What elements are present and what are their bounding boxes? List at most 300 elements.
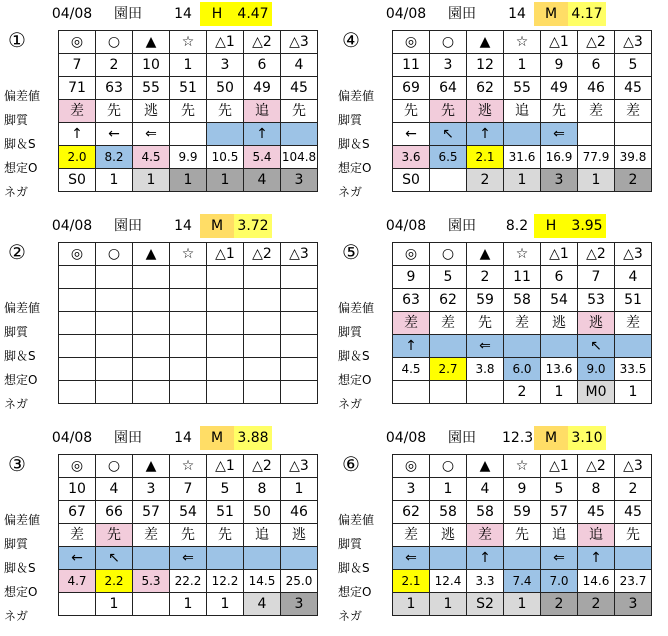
race-panel [334,212,668,424]
row-label: 脚＆S [4,137,36,151]
deviation-cell: 53 [578,289,615,312]
table-row [393,146,652,169]
expected-odds-cell: 3.3 [467,570,504,593]
deviation-cell: 45 [615,77,652,100]
pace-arrow-cell [615,335,652,358]
running-style-cell: 逃 [578,312,615,335]
horse-number-cell [207,266,244,289]
negative-cell [96,381,133,404]
table-row [59,501,318,524]
horse-number-cell: 8 [578,478,615,501]
horse-number-cell: 5 [430,266,467,289]
table-row [59,54,318,77]
row-label: 脚＆S [4,349,36,363]
table-row [393,169,652,192]
table-row [59,455,318,478]
running-style-cell: 逃 [430,524,467,547]
negative-cell: 1 [207,593,244,616]
horse-number-cell: 4 [281,54,318,77]
horse-number-cell: 4 [96,478,133,501]
negative-cell: 1 [504,169,541,192]
deviation-cell: 51 [615,289,652,312]
row-label: 想定O [4,161,38,175]
horse-number-cell: 2 [96,54,133,77]
running-style-cell: 先 [207,100,244,123]
running-style-cell: 先 [615,524,652,547]
table-row [393,501,652,524]
negative-cell: 2 [578,593,615,616]
race-date: 04/08 [51,6,93,22]
pace-arrow-cell [133,335,170,358]
grade-badge: M [200,214,234,238]
table-row [59,335,318,358]
row-label: 偏差値 [4,513,41,527]
field-number: 14 [508,6,526,22]
horse-table [58,242,318,404]
negative-cell: 2 [467,169,504,192]
row-label: 偏差値 [338,513,375,527]
row-label: ネガ [338,609,363,623]
pace-arrow-cell [207,123,244,146]
table-row [393,77,652,100]
grade-badge: M [534,426,568,450]
horse-number-cell [59,266,96,289]
pace-arrow-cell [578,123,615,146]
expected-odds-cell: 4.5 [133,146,170,169]
expected-odds-cell: 3.8 [467,358,504,381]
expected-odds-cell [170,358,207,381]
deviation-cell: 69 [393,77,430,100]
table-row [59,77,318,100]
pace-arrow-cell: ↖ [430,123,467,146]
row-label: ネガ [338,397,363,411]
expected-odds-cell [281,358,318,381]
horse-number-cell: 10 [133,54,170,77]
horse-number-cell: 5 [615,54,652,77]
row-label: ネガ [338,185,363,199]
expected-odds-cell: 8.2 [96,146,133,169]
row-label: 偏差値 [338,301,375,315]
running-style-cell: 追 [244,100,281,123]
negative-cell: 1 [615,381,652,404]
race-panel [0,0,334,212]
running-style-cell [207,312,244,335]
deviation-cell: 62 [430,289,467,312]
running-style-cell: 追 [541,524,578,547]
horse-number-cell: 3 [133,478,170,501]
horse-number-cell: 12 [467,54,504,77]
pace-arrow-cell: ⇐ [541,123,578,146]
horse-number-cell [281,266,318,289]
grade-badge: M [534,2,568,26]
expected-odds-cell: 5.3 [133,570,170,593]
expected-odds-cell: 6.5 [430,146,467,169]
horse-number-cell: 3 [430,54,467,77]
pace-arrow-cell: ← [393,123,430,146]
pace-arrow-cell: ⇐ [467,335,504,358]
row-label: 想定O [338,373,372,387]
mark-cell: △1 [207,243,244,266]
mark-cell: △1 [541,455,578,478]
deviation-cell: 59 [504,501,541,524]
running-style-cell: 差 [393,524,430,547]
panel-header [334,214,668,238]
expected-odds-cell: 33.5 [615,358,652,381]
deviation-cell: 59 [467,289,504,312]
mark-cell: ◎ [59,243,96,266]
expected-odds-cell: 2.1 [393,570,430,593]
mark-cell: △1 [207,31,244,54]
mark-cell: ◎ [393,455,430,478]
deviation-cell: 63 [96,77,133,100]
horse-number-cell: 3 [393,478,430,501]
table-row [59,100,318,123]
horse-number-cell: 8 [244,478,281,501]
venue-name: 園田 [448,218,476,234]
pace-arrow-cell [281,123,318,146]
table-row [59,570,318,593]
mark-cell: ☆ [504,31,541,54]
venue-name: 園田 [448,430,476,446]
mark-cell: △2 [244,455,281,478]
deviation-cell: 58 [467,501,504,524]
expected-odds-cell: 4.5 [393,358,430,381]
table-row [59,146,318,169]
deviation-cell: 66 [96,501,133,524]
row-label: 脚質 [338,537,363,551]
running-style-cell: 逃 [281,524,318,547]
horse-number-cell: 1 [430,478,467,501]
pace-arrow-cell: ⇐ [541,547,578,570]
table-row [393,381,652,404]
deviation-cell: 46 [578,77,615,100]
row-label: 偏差値 [338,89,375,103]
pace-arrow-cell [281,335,318,358]
mark-cell: ☆ [504,455,541,478]
horse-number-cell: 7 [59,54,96,77]
running-style-cell: 差 [615,100,652,123]
mark-cell: ☆ [170,31,207,54]
table-row [393,312,652,335]
horse-number-cell: 1 [504,54,541,77]
pace-arrow-cell: ← [59,547,96,570]
expected-odds-cell: 12.4 [430,570,467,593]
horse-number-cell: 7 [578,266,615,289]
race-number: ④ [342,28,360,52]
pace-arrow-cell [170,123,207,146]
venue-name: 園田 [114,218,142,234]
row-label: 脚質 [4,113,29,127]
deviation-cell: 62 [467,77,504,100]
venue-name: 園田 [114,430,142,446]
expected-odds-cell: 2.0 [59,146,96,169]
horse-number-cell: 11 [393,54,430,77]
panel-header [334,426,668,450]
mark-cell: △2 [578,243,615,266]
mark-cell: ☆ [170,455,207,478]
pace-arrow-cell: ⇐ [393,547,430,570]
pace-arrow-cell [207,547,244,570]
table-row [59,169,318,192]
negative-cell: 2 [504,381,541,404]
field-number: 8.2 [505,218,529,234]
horse-number-cell: 9 [541,54,578,77]
horse-number-cell: 5 [207,478,244,501]
expected-odds-cell: 22.2 [170,570,207,593]
deviation-cell: 67 [59,501,96,524]
running-style-cell: 追 [244,524,281,547]
table-row [59,381,318,404]
negative-cell: 1 [96,169,133,192]
race-date: 04/08 [385,430,427,446]
running-style-cell: 先 [467,312,504,335]
race-number: ③ [8,452,26,476]
grade-badge: H [534,214,568,238]
negative-cell: 1 [393,593,430,616]
score-value: 4.47 [234,2,272,26]
negative-cell: 4 [244,169,281,192]
deviation-cell: 62 [393,501,430,524]
deviation-cell: 46 [281,501,318,524]
mark-cell: ○ [96,31,133,54]
horse-number-cell: 2 [615,478,652,501]
running-style-cell: 差 [578,100,615,123]
row-label: 脚＆S [338,349,370,363]
horse-number-cell: 7 [170,478,207,501]
row-label: 脚＆S [4,561,36,575]
pace-arrow-cell [615,547,652,570]
table-row [59,358,318,381]
pace-arrow-cell [170,335,207,358]
expected-odds-cell: 31.6 [504,146,541,169]
running-style-cell [281,312,318,335]
negative-cell [59,381,96,404]
score-value: 3.88 [234,426,272,450]
negative-cell: 1 [133,169,170,192]
table-row [393,478,652,501]
mark-cell: ☆ [170,243,207,266]
expected-odds-cell: 2.1 [467,146,504,169]
negative-cell [244,381,281,404]
table-row [393,358,652,381]
negative-cell [133,381,170,404]
table-row [393,54,652,77]
table-row [393,335,652,358]
row-label: 脚質 [4,537,29,551]
row-label: ネガ [4,397,29,411]
pace-arrow-cell: ↑ [467,547,504,570]
expected-odds-cell: 39.8 [615,146,652,169]
mark-cell: ◎ [59,455,96,478]
field-number: 12.3 [502,430,534,446]
expected-odds-cell: 16.9 [541,146,578,169]
table-row [59,547,318,570]
horse-number-cell: 1 [281,478,318,501]
row-label: 脚＆S [338,561,370,575]
mark-cell: ◎ [393,243,430,266]
expected-odds-cell: 12.2 [207,570,244,593]
negative-cell: S0 [59,169,96,192]
field-number: 14 [174,218,192,234]
horse-number-cell: 5 [541,478,578,501]
negative-cell [281,381,318,404]
negative-cell: S2 [467,593,504,616]
running-style-cell: 先 [170,100,207,123]
race-number: ① [8,28,26,52]
pace-arrow-cell: ⇐ [170,547,207,570]
mark-cell: △1 [541,31,578,54]
expected-odds-cell: 7.4 [504,570,541,593]
row-label: 脚質 [338,325,363,339]
negative-cell: 1 [170,593,207,616]
negative-cell: 1 [578,169,615,192]
expected-odds-cell: 9.9 [170,146,207,169]
table-row [393,570,652,593]
mark-cell: △2 [578,31,615,54]
negative-cell: 3 [541,169,578,192]
expected-odds-cell: 6.0 [504,358,541,381]
mark-cell: ▲ [467,455,504,478]
mark-cell: ○ [430,31,467,54]
expected-odds-cell [96,358,133,381]
pace-arrow-cell: ↑ [578,547,615,570]
panel-header [0,426,334,450]
row-label: 想定O [338,161,372,175]
running-style-cell: 追 [578,524,615,547]
table-row [59,123,318,146]
expected-odds-cell: 3.6 [393,146,430,169]
pace-arrow-cell [504,547,541,570]
horse-number-cell: 6 [541,266,578,289]
deviation-cell: 49 [244,77,281,100]
deviation-cell: 54 [170,501,207,524]
deviation-cell: 63 [393,289,430,312]
deviation-cell: 51 [207,501,244,524]
negative-cell: 1 [504,593,541,616]
running-style-cell: 先 [393,100,430,123]
horse-table [58,30,318,192]
negative-cell: S0 [393,169,430,192]
horse-number-cell: 11 [504,266,541,289]
deviation-cell [59,289,96,312]
score-value: 3.72 [234,214,272,238]
running-style-cell: 差 [59,100,96,123]
row-label: 脚質 [338,113,363,127]
expected-odds-cell: 14.6 [578,570,615,593]
mark-cell: ▲ [467,243,504,266]
pace-arrow-cell: ↑ [393,335,430,358]
expected-odds-cell: 25.0 [281,570,318,593]
deviation-cell: 45 [578,501,615,524]
expected-odds-cell: 7.0 [541,570,578,593]
mark-cell: △2 [244,31,281,54]
table-row [59,312,318,335]
mark-cell: △3 [281,31,318,54]
running-style-cell: 逃 [467,100,504,123]
expected-odds-cell [59,358,96,381]
negative-cell: 2 [615,169,652,192]
running-style-cell: 先 [207,524,244,547]
mark-cell: ○ [96,243,133,266]
negative-cell [133,593,170,616]
race-number: ② [8,240,26,264]
negative-cell: 3 [615,593,652,616]
negative-cell: 1 [96,593,133,616]
pace-arrow-cell [430,335,467,358]
horse-number-cell: 9 [504,478,541,501]
running-style-cell: 先 [96,100,133,123]
expected-odds-cell [244,358,281,381]
negative-cell [393,381,430,404]
mark-cell: △3 [615,455,652,478]
mark-cell: △2 [578,455,615,478]
table-row [393,100,652,123]
table-row [59,289,318,312]
pace-arrow-cell: ↑ [59,123,96,146]
expected-odds-cell: 4.7 [59,570,96,593]
running-style-cell: 先 [430,100,467,123]
horse-table [58,454,318,616]
pace-arrow-cell [244,547,281,570]
horse-number-cell [96,266,133,289]
running-style-cell: 先 [504,524,541,547]
expected-odds-cell: 13.6 [541,358,578,381]
deviation-cell: 45 [281,77,318,100]
score-value: 3.10 [568,426,606,450]
pace-arrow-cell [244,335,281,358]
deviation-cell: 57 [133,501,170,524]
horse-number-cell [244,266,281,289]
running-style-cell: 差 [133,524,170,547]
mark-cell: ○ [430,243,467,266]
grade-badge: H [200,2,234,26]
negative-cell [430,381,467,404]
table-row [393,524,652,547]
deviation-cell: 50 [207,77,244,100]
row-label: 偏差値 [4,301,41,315]
running-style-cell: 追 [504,100,541,123]
mark-cell: △1 [541,243,578,266]
deviation-cell: 49 [541,77,578,100]
mark-cell: △3 [281,455,318,478]
mark-cell: △1 [207,455,244,478]
field-number: 14 [174,6,192,22]
mark-cell: ▲ [467,31,504,54]
pace-arrow-cell [96,335,133,358]
negative-cell: 1 [170,169,207,192]
score-value: 4.17 [568,2,606,26]
expected-odds-cell: 104.8 [281,146,318,169]
field-number: 14 [174,430,192,446]
race-panel [334,0,668,212]
race-date: 04/08 [51,218,93,234]
race-date: 04/08 [385,218,427,234]
deviation-cell [207,289,244,312]
table-row [393,31,652,54]
race-number: ⑥ [342,452,360,476]
pace-arrow-cell [504,123,541,146]
table-row [59,266,318,289]
pace-arrow-cell [504,335,541,358]
running-style-cell: 先 [541,100,578,123]
horse-number-cell: 4 [615,266,652,289]
negative-cell: 3 [281,593,318,616]
horse-number-cell: 9 [393,266,430,289]
running-style-cell [244,312,281,335]
expected-odds-cell: 77.9 [578,146,615,169]
pace-arrow-cell: ↖ [96,547,133,570]
race-date: 04/08 [51,430,93,446]
